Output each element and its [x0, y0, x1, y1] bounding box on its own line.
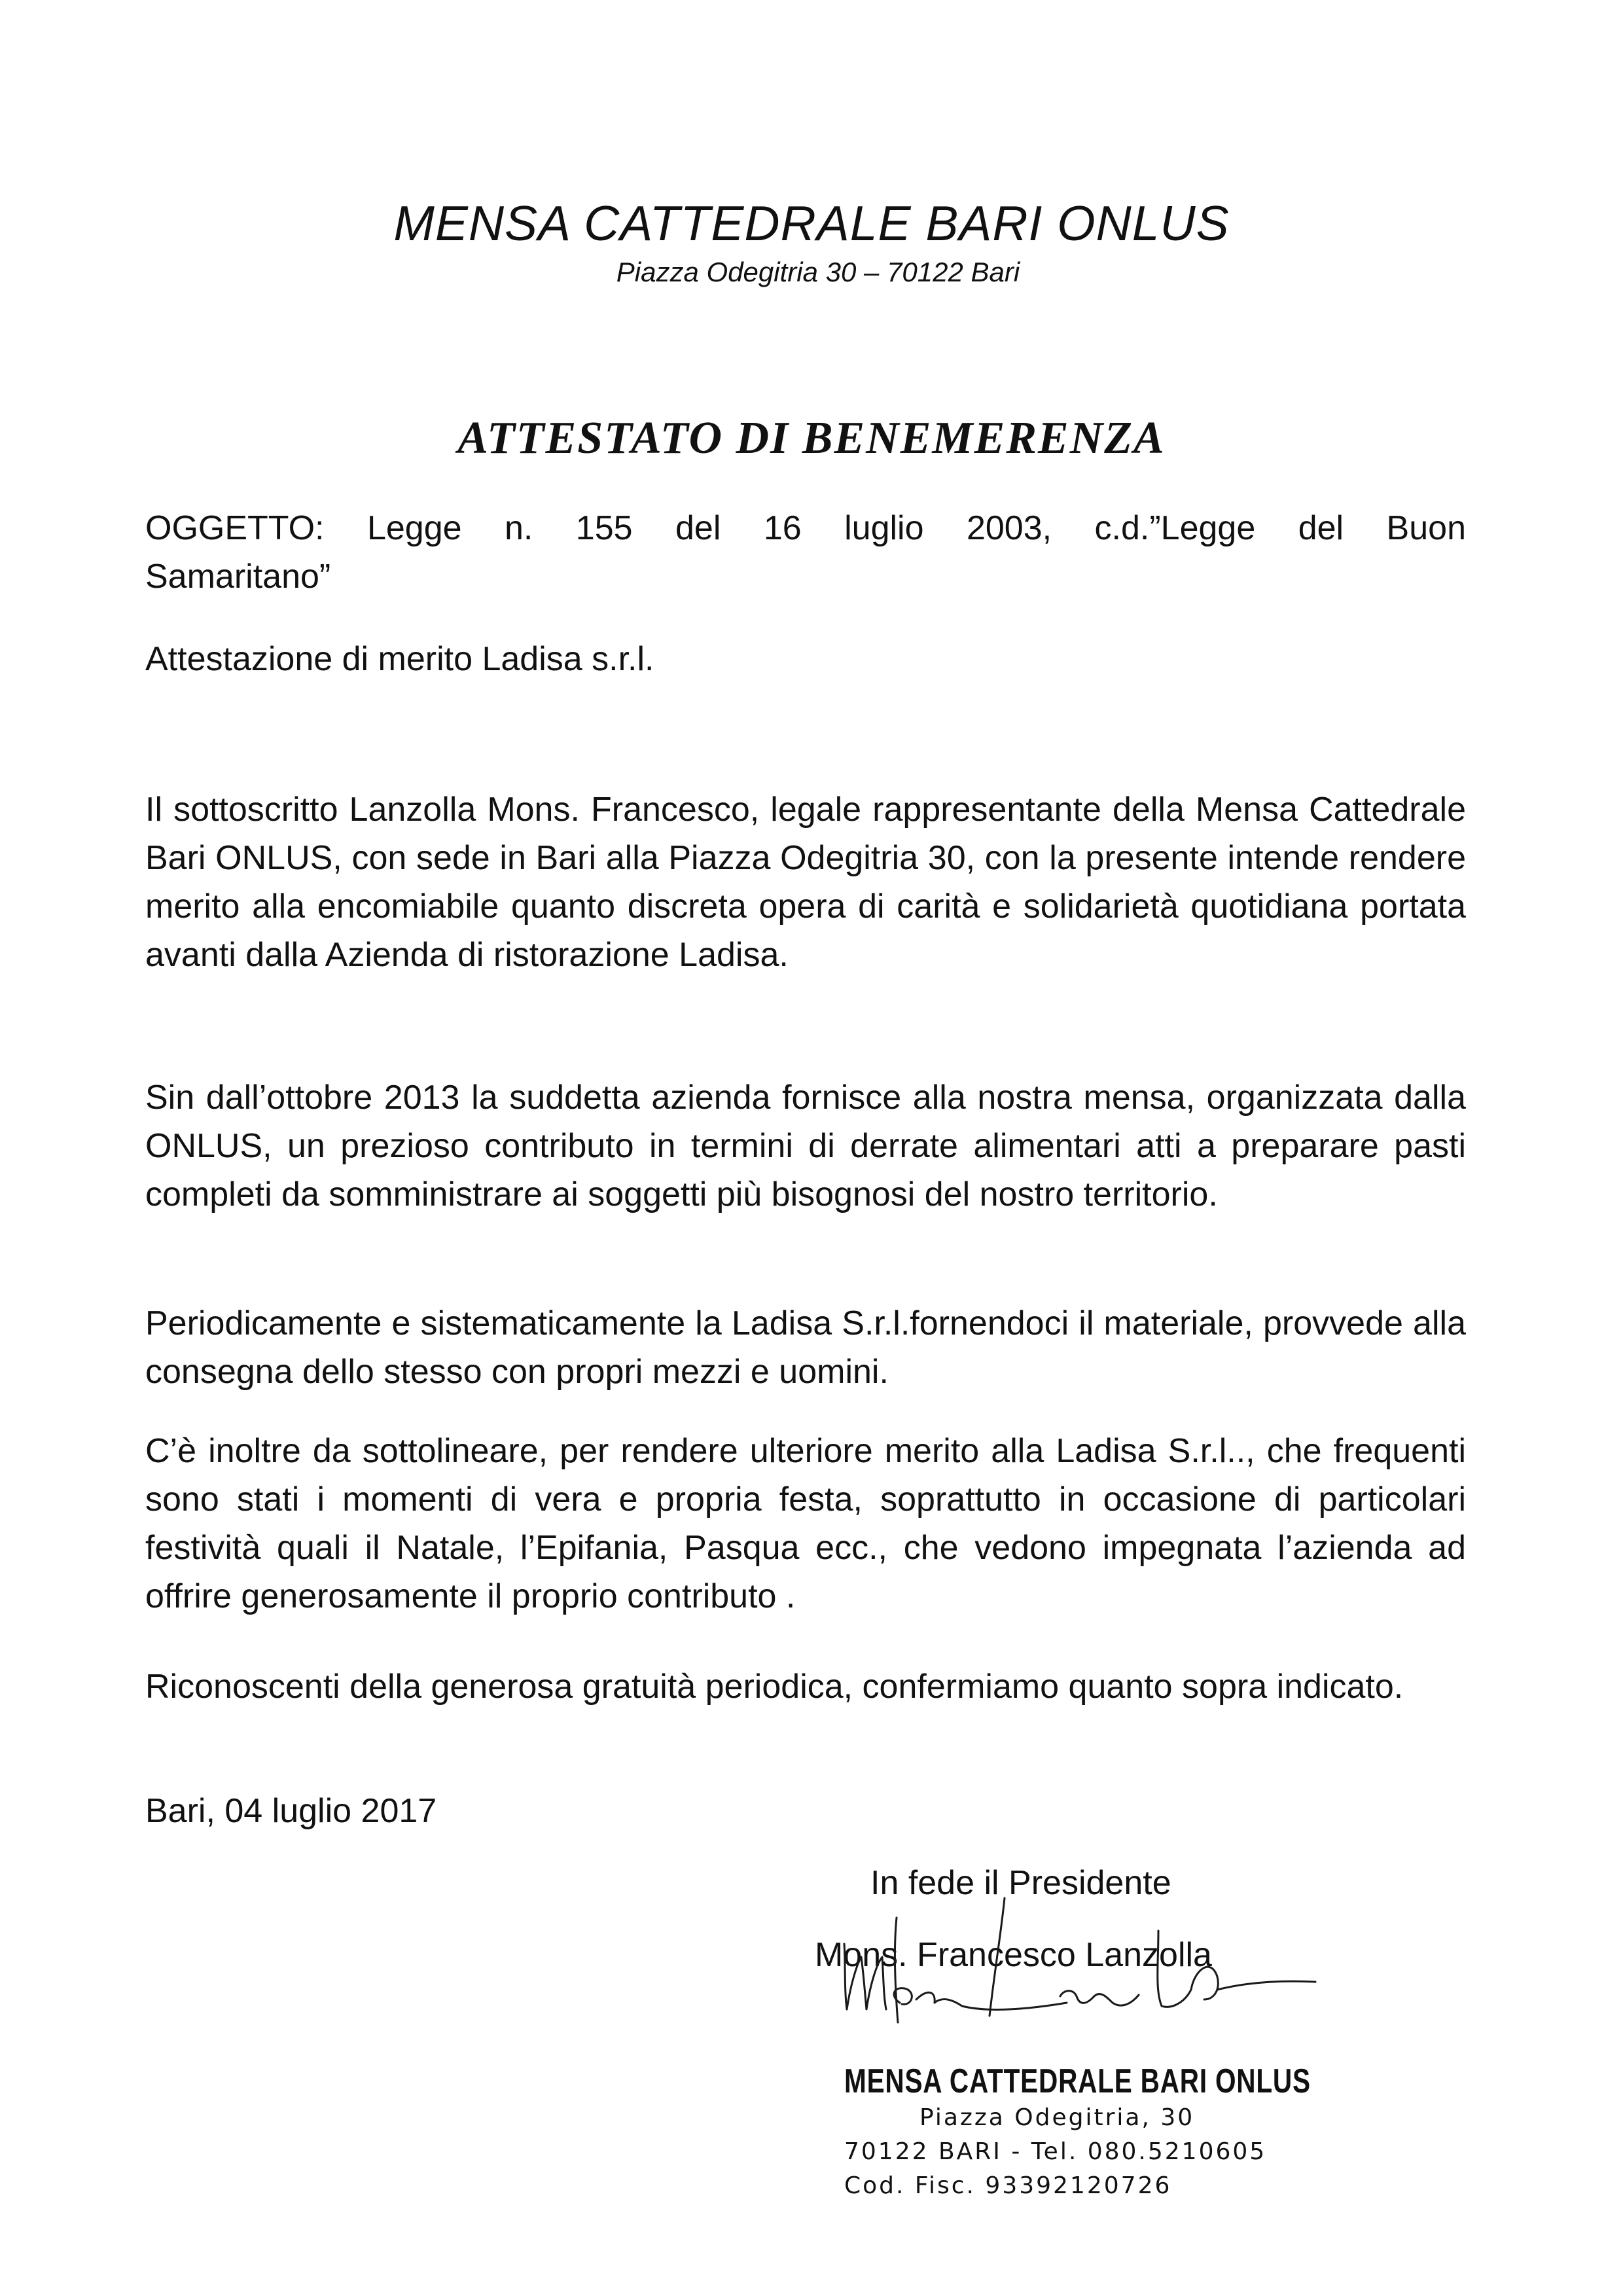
org-name-heading: MENSA CATTEDRALE BARI ONLUS — [393, 196, 1230, 251]
place-date: Bari, 04 luglio 2017 — [145, 1792, 437, 1830]
body-paragraph-3: Periodicamente e sistematicamente la Ladisa S.r.l.fornendoci il materiale, provvede alla consegna dello stesso con propri mezzi e uomini. — [145, 1304, 1466, 1391]
organization-stamp — [844, 2062, 1311, 2203]
signature-intro: In fede il Presidente — [870, 1864, 1171, 1902]
stamp-org-name: MENSA CATTEDRALE BARI ONLUS — [844, 2062, 1311, 2100]
body-paragraph-5: Riconoscenti della generosa gratuità periodica, confermiamo quanto sopra indicato. — [145, 1668, 1404, 1706]
handwritten-signature — [818, 1892, 1342, 2055]
body-paragraph-1: Il sottoscritto Lanzolla Mons. Francesco, legale rappresentante della Mensa Cattedrale Bari ONLUS, con sede in Bari alla Piazza Odegitria 30, con la presente intende rendere merito alla encomiabile quanto discreta opera di carità e solidarietà quotidiana portata avanti dalla Azienda di ristorazione Ladisa. — [145, 791, 1466, 974]
stamp-city-phone: 70122 BARI - Tel. 080.5210605 — [844, 2138, 1267, 2165]
subject-line-2: Samaritano” — [145, 558, 331, 596]
signatory-name: Mons. Francesco Lanzolla — [815, 1936, 1212, 1974]
document-title: ATTESTATO DI BENEMERENZA — [457, 413, 1166, 463]
subject-line-1: OGGETTO: Legge n. 155 del 16 luglio 2003, c.d.”Legge del Buon — [145, 509, 1466, 547]
attestation-line: Attestazione di merito Ladisa s.r.l. — [145, 640, 654, 678]
body-paragraph-4: C’è inoltre da sottolineare, per rendere ulteriore merito alla Ladisa S.r.l.., che frequenti sono stati i momenti di vera e propria festa, soprattutto in occasione di particolari festività quali il Natale, l’Epifania, Pasqua ecc., che vedono impegnata l’azienda ad offrire generosamente il proprio contributo . — [145, 1432, 1466, 1615]
subject-block — [145, 504, 1466, 601]
body-paragraph-2: Sin dall’ottobre 2013 la suddetta azienda fornisce alla nostra mensa, organizzata dalla ONLUS, un prezioso contributo in termini di derrate alimentari atti a preparare pasti completi da somministrare ai soggetti più bisognosi del nostro territorio. — [145, 1079, 1466, 1213]
org-address: Piazza Odegitria 30 – 70122 Bari — [616, 257, 1020, 287]
stamp-tax-code: Cod. Fisc. 93392120726 — [844, 2172, 1172, 2199]
stamp-address: Piazza Odegitria, 30 — [919, 2104, 1195, 2131]
